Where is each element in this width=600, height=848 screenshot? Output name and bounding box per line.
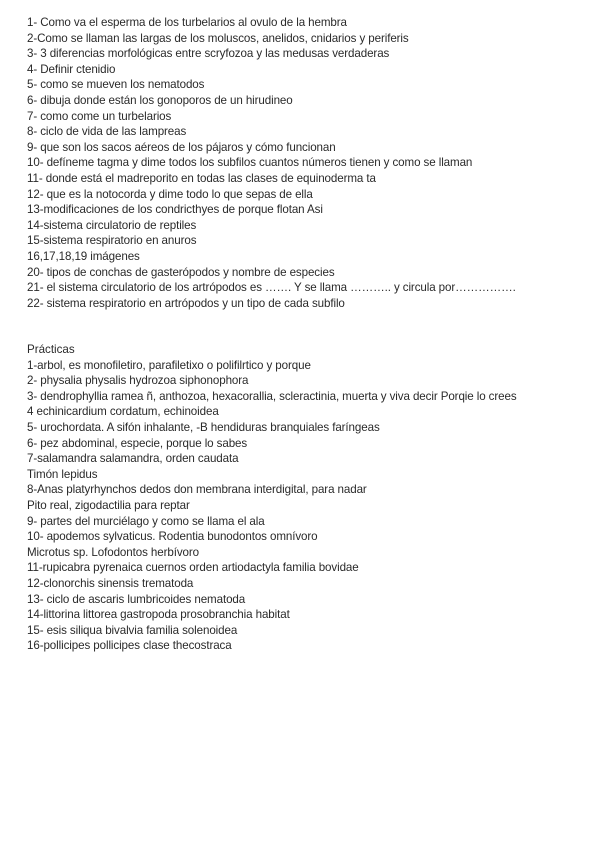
exam-question: 5- como se mueven los nematodos (27, 78, 205, 92)
exam-question: 16,17,18,19 imágenes (27, 249, 140, 263)
exam-question: 14-sistema circulatorio de reptiles (27, 218, 197, 232)
practicas-item: Timón lepidus (27, 467, 98, 481)
exam-question: 22- sistema respiratorio en artrópodos y un tipo de cada subfilo (27, 296, 345, 310)
practicas-item: 4 echinicardium cordatum, echinoidea (27, 405, 219, 419)
practicas-item: Microtus sp. Lofodontos herbívoro (27, 545, 199, 559)
exam-question: 20- tipos de conchas de gasterópodos y nombre de especies (27, 265, 335, 279)
practicas-item: Pito real, zigodactilia para reptar (27, 498, 190, 512)
practicas-item: 8-Anas platyrhynchos dedos don membrana interdigital, para nadar (27, 483, 367, 497)
practicas-item: 11-rupicabra pyrenaica cuernos orden artiodactyla familia bovidae (27, 561, 359, 575)
exam-question: 4- Definir ctenidio (27, 62, 116, 76)
practicas-item: 14-littorina littorea gastropoda prosobranchia habitat (27, 608, 290, 622)
exam-question: 21- el sistema circulatorio de los artrópodos es ……. Y se llama ……….. y circula por……………. (27, 281, 516, 295)
practicas-item: 13- ciclo de ascaris lumbricoides nematoda (27, 592, 246, 606)
exam-question: 7- como come un turbelarios (27, 109, 172, 123)
exam-question: 10- defíneme tagma y dime todos los subfilos cuantos números tienen y como se llaman (27, 156, 473, 170)
exam-question: 15-sistema respiratorio en anuros (27, 234, 197, 248)
exam-question: 13-modificaciones de los condricthyes de porque flotan Asi (27, 203, 323, 217)
exam-question: 1- Como va el esperma de los turbelarios al ovulo de la hembra (27, 16, 347, 29)
exam-question: 9- que son los sacos aéreos de los pájaros y cómo funcionan (27, 140, 336, 154)
practicas-item: 12-clonorchis sinensis trematoda (27, 576, 194, 590)
practicas-item: 15- esis siliqua bivalvia familia solenoidea (27, 623, 238, 637)
exam-question: 2-Como se llaman las largas de los moluscos, anelidos, cnidarios y periferis (27, 31, 409, 45)
practicas-item: 5- urochordata. A sifón inhalante, -B hendiduras branquiales faríngeas (27, 420, 380, 434)
practicas-heading: Prácticas (27, 343, 75, 356)
practicas-item: 9- partes del murciélago y como se llama el ala (27, 514, 265, 528)
practicas-item: 3- dendrophyllia ramea ñ, anthozoa, hexacorallia, scleractinia, muerta y viva decir Porqie lo crees (27, 389, 517, 403)
practicas-item: 2- physalia physalis hydrozoa siphonophora (27, 374, 249, 388)
exam-questions-list (27, 15, 593, 311)
exam-question: 6- dibuja donde están los gonoporos de un hirudineo (27, 93, 293, 107)
exam-question: 11- donde está el madreporito en todas las clases de equinoderma ta (27, 171, 376, 185)
practicas-item: 1-arbol, es monofiletiro, parafiletixo o polifilrtico y porque (27, 358, 311, 372)
practicas-item: 6- pez abdominal, especie, porque lo sabes (27, 436, 248, 450)
exam-question: 3- 3 diferencias morfológicas entre scryfozoa y las medusas verdaderas (27, 47, 390, 61)
practicas-item: 10- apodemos sylvaticus. Rodentia bunodontos omnívoro (27, 530, 318, 544)
practicas-item: 7-salamandra salamandra, orden caudata (27, 452, 239, 466)
exam-question: 12- que es la notocorda y dime todo lo que sepas de ella (27, 187, 313, 201)
practicas-section (27, 342, 593, 654)
practicas-item: 16-pollicipes pollicipes clase thecostraca (27, 639, 232, 653)
exam-question: 8- ciclo de vida de las lampreas (27, 125, 187, 139)
